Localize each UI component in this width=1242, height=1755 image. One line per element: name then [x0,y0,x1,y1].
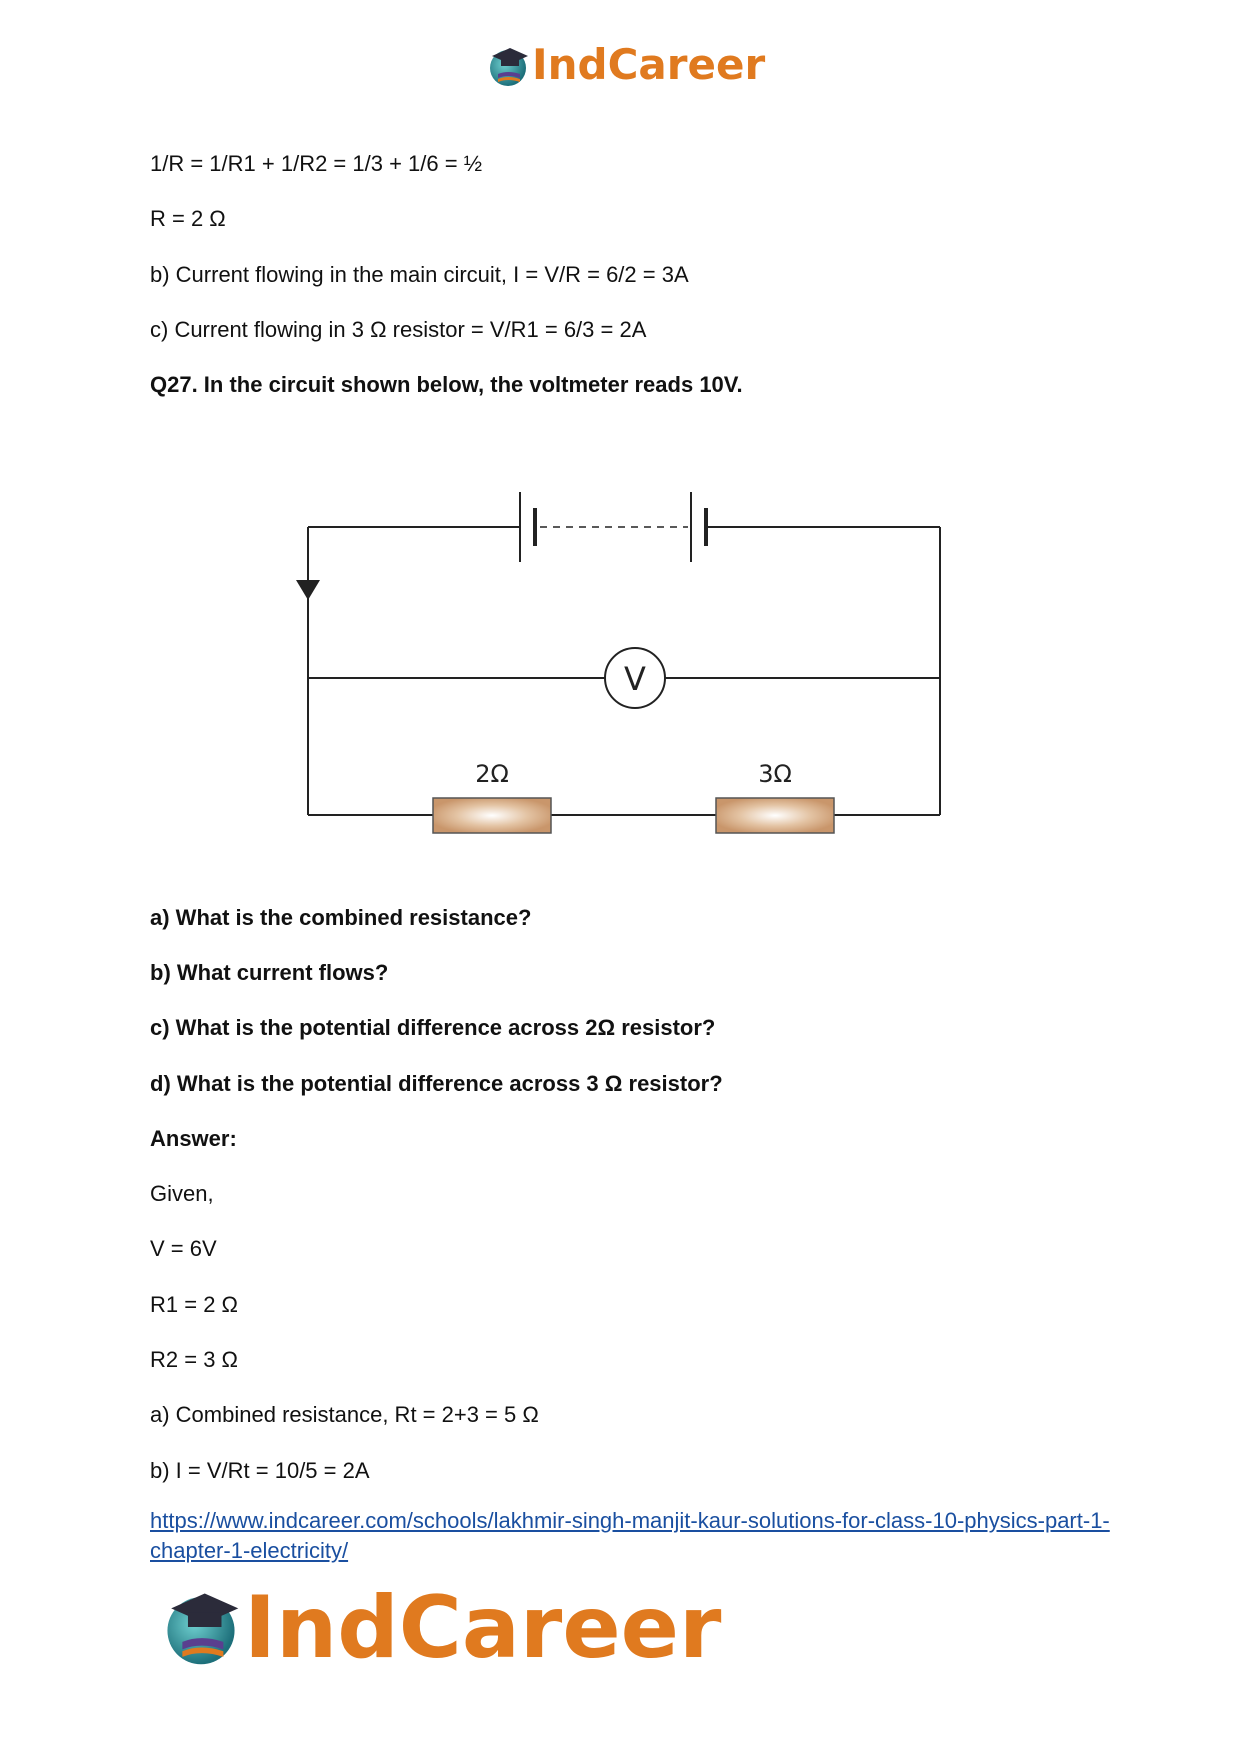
sub-question: b) What current flows? [150,960,389,985]
given-value: V = 6V [150,1236,217,1261]
graduation-cap-globe-icon [486,44,530,88]
resistor-3-ohm [716,798,834,833]
given-value: R1 = 2 Ω [150,1292,238,1317]
circuit-diagram [290,480,970,850]
header-logo [486,40,766,90]
source-link[interactable]: https://www.indcareer.com/schools/lakhmir-singh-manjit-kaur-solutions-for-class-10-physics-part-1-chapter-1-electricity/ [150,1508,1110,1563]
given-value: R2 = 3 Ω [150,1347,238,1372]
answer-line: b) Current flowing in the main circuit, I = V/R = 6/2 = 3A [150,262,689,287]
answer-line: a) Combined resistance, Rt = 2+3 = 5 Ω [150,1402,539,1427]
answer-line: b) I = V/Rt = 10/5 = 2A [150,1458,370,1483]
resistor-2-ohm [433,798,551,833]
sub-question: d) What is the potential difference across 3 Ω resistor? [150,1071,723,1096]
footer-logo [160,1578,720,1678]
answer-label: Answer: [150,1126,237,1151]
given-label: Given, [150,1181,214,1206]
answer-line: c) Current flowing in 3 Ω resistor = V/R1 = 6/3 = 2A [150,317,647,342]
resistor-3-ohm-label: 3Ω [758,760,792,788]
voltmeter-label: V [624,660,646,698]
equation-line: 1/R = 1/R1 + 1/R2 = 1/3 + 1/6 = ½ [150,151,483,176]
resistor-2-ohm-label: 2Ω [475,760,509,788]
question-heading: Q27. In the circuit shown below, the voltmeter reads 10V. [150,372,743,397]
result-line: R = 2 Ω [150,206,226,231]
sub-question: a) What is the combined resistance? [150,905,532,930]
current-direction-arrow [296,580,320,600]
graduation-cap-globe-icon [160,1586,242,1668]
sub-question: c) What is the potential difference across 2Ω resistor? [150,1015,716,1040]
logo-text: IndCareer [244,1578,722,1678]
logo-text: IndCareer [532,40,766,89]
